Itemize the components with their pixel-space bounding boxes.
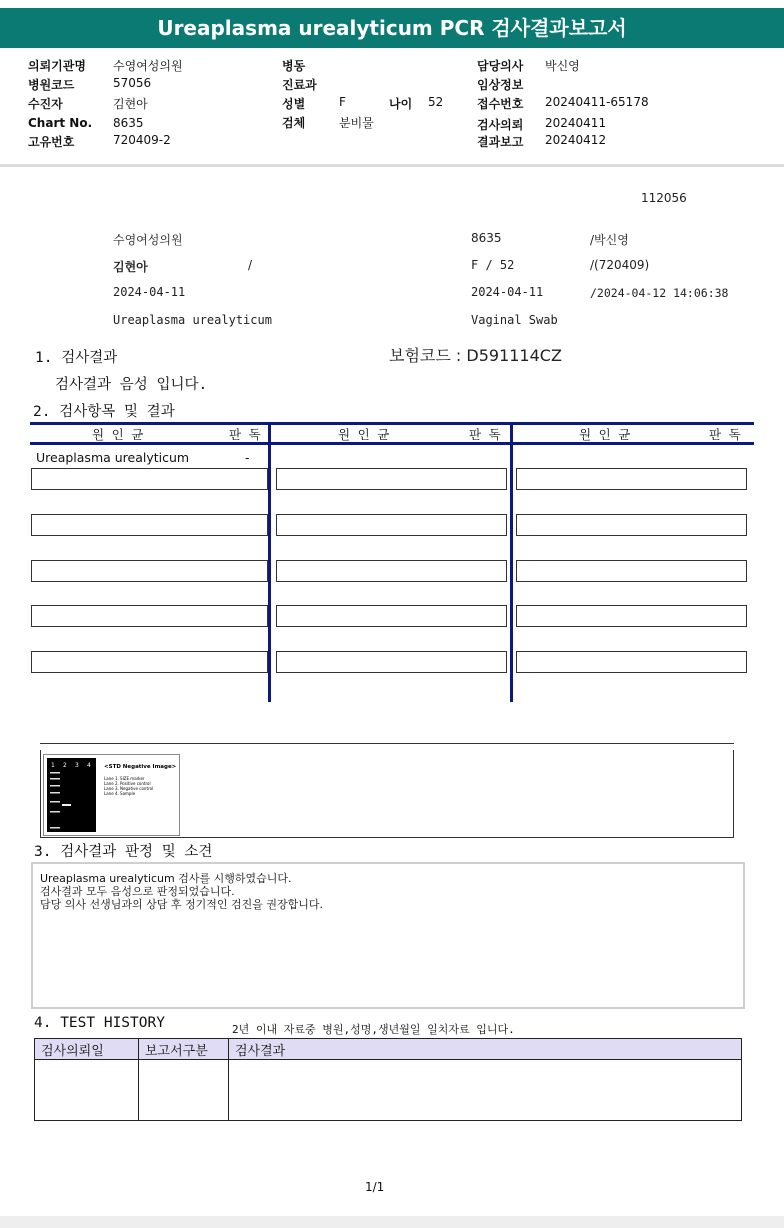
header-value: 20240411-65178 — [545, 95, 649, 109]
header-label: 검체 — [282, 116, 306, 130]
opinion-line: 검사결과 모두 음성으로 판정되었습니다. — [40, 885, 235, 898]
result-cell — [276, 514, 507, 536]
header-label: 성별 — [282, 97, 306, 111]
col-header-judge: 판 독 — [469, 427, 501, 442]
gel-legend-item: Lane 2. Positive control — [104, 781, 151, 786]
gel-caption-title: <STD Negative Image> — [104, 764, 177, 770]
opinion-line: Ureaplasma urealyticum 검사를 시행하였습니다. — [40, 872, 292, 885]
history-cell — [35, 1060, 139, 1121]
column-divider — [510, 422, 513, 702]
header-value: 20240412 — [545, 133, 607, 147]
col-header-judge: 판 독 — [709, 427, 741, 442]
header-value: 박신영 — [545, 59, 580, 73]
result-item-name: Ureaplasma urealyticum — [36, 450, 190, 465]
header-value: F — [339, 95, 346, 109]
page-number: 1/1 — [365, 1180, 385, 1194]
info-receive-date: 2024-04-11 — [471, 285, 544, 299]
gel-electrophoresis-image — [44, 755, 181, 837]
gel-lane-label: 1 — [51, 762, 55, 769]
header-label: 진료과 — [282, 78, 317, 92]
gel-divider — [40, 743, 734, 744]
gel-lane-label: 3 — [75, 762, 79, 769]
info-birth: /(720409) — [590, 258, 650, 272]
result-cell — [31, 560, 268, 582]
info-sex-age: F / 52 — [471, 258, 515, 272]
section3-title: 3. 검사결과 판정 및 소견 — [34, 844, 213, 860]
result-cell — [276, 651, 507, 673]
report-code: 112056 — [641, 191, 687, 205]
result-cell — [276, 560, 507, 582]
result-cell — [31, 514, 268, 536]
opinion-box — [31, 862, 745, 1009]
gel-legend-item: Lane 1. SIZE marker — [104, 776, 145, 781]
gel-legend-item: Lane 4. Sample — [104, 791, 136, 796]
header-label: 고유번호 — [28, 135, 75, 149]
col-header-judge: 판 독 — [229, 427, 261, 442]
header-label: 의뢰기관명 — [28, 59, 86, 73]
header-label: 결과보고 — [477, 135, 524, 149]
info-specimen: Vaginal Swab — [471, 313, 558, 327]
gel-legend-item: Lane 3. Negative control — [104, 786, 154, 791]
result-cell — [31, 468, 268, 490]
result-item-value: - — [245, 450, 250, 465]
header-value: 8635 — [113, 116, 144, 130]
result-cell — [516, 605, 747, 627]
header-divider — [0, 164, 784, 167]
header-value: 720409-2 — [113, 133, 171, 147]
info-request-date: 2024-04-11 — [113, 285, 186, 299]
header-label: 검사의뢰 — [477, 118, 524, 132]
col-header-pathogen: 원 인 균 — [92, 427, 144, 442]
section2-title: 2. 검사항목 및 결과 — [33, 404, 175, 420]
page-footer — [0, 1216, 784, 1228]
header-value: 김현아 — [113, 97, 148, 111]
header-value: 20240411 — [545, 116, 607, 130]
header-value: 수영여성의원 — [113, 59, 183, 73]
header-label: 담당의사 — [477, 59, 524, 73]
info-chart: 8635 — [471, 231, 502, 245]
opinion-line: 담당 의사 선생님과의 상담 후 정기적인 검진을 권장합니다. — [40, 898, 323, 911]
gel-lane-label: 4 — [87, 762, 91, 769]
history-col-header: 검사의뢰일 — [35, 1039, 139, 1060]
info-doctor: /박신영 — [590, 233, 629, 247]
result-cell — [516, 468, 747, 490]
header-label: 수진자 — [28, 97, 63, 111]
col-header-pathogen: 원 인 균 — [338, 427, 390, 442]
header-label: 접수번호 — [477, 97, 524, 111]
history-table — [34, 1038, 742, 1121]
history-cell — [229, 1060, 742, 1121]
insurance-code: 보험코드 : D591114CZ — [389, 346, 562, 365]
info-hospital: 수영여성의원 — [113, 233, 183, 247]
history-col-header: 검사결과 — [229, 1039, 742, 1060]
col-header-pathogen: 원 인 균 — [579, 427, 631, 442]
result-cell — [516, 651, 747, 673]
history-col-header: 보고서구분 — [139, 1039, 229, 1060]
info-report-datetime: /2024-04-12 14:06:38 — [590, 286, 729, 300]
section1-result: 검사결과 음성 입니다. — [55, 377, 208, 393]
result-cell — [276, 468, 507, 490]
gel-lane-label: 2 — [63, 762, 67, 769]
section1-title: 1. 검사결과 — [35, 350, 118, 366]
info-patient: 김현아 — [113, 260, 148, 274]
info-slash: / — [248, 258, 253, 272]
header-label: Chart No. — [28, 116, 93, 130]
history-cell — [139, 1060, 229, 1121]
info-test-name: Ureaplasma urealyticum — [113, 313, 272, 327]
section4-title: 4. TEST HISTORY — [34, 1015, 165, 1031]
column-divider — [268, 422, 271, 702]
result-cell — [516, 514, 747, 536]
header-value: 57056 — [113, 76, 152, 90]
gel-image — [43, 754, 180, 836]
report-title: Ureaplasma urealyticum PCR 검사결과보고서 — [0, 8, 784, 48]
result-cell — [516, 560, 747, 582]
result-cell — [276, 605, 507, 627]
history-note: 2년 이내 자료중 병원,성명,생년월일 일치자료 입니다. — [232, 1023, 515, 1036]
header-label: 병원코드 — [28, 78, 75, 92]
header-label: 임상정보 — [477, 78, 524, 92]
result-cell — [31, 605, 268, 627]
age-value: 52 — [428, 95, 444, 109]
header-label: 병동 — [282, 59, 306, 73]
result-cell — [31, 651, 268, 673]
header-value: 분비물 — [339, 116, 374, 130]
age-label: 나이 — [389, 97, 413, 111]
